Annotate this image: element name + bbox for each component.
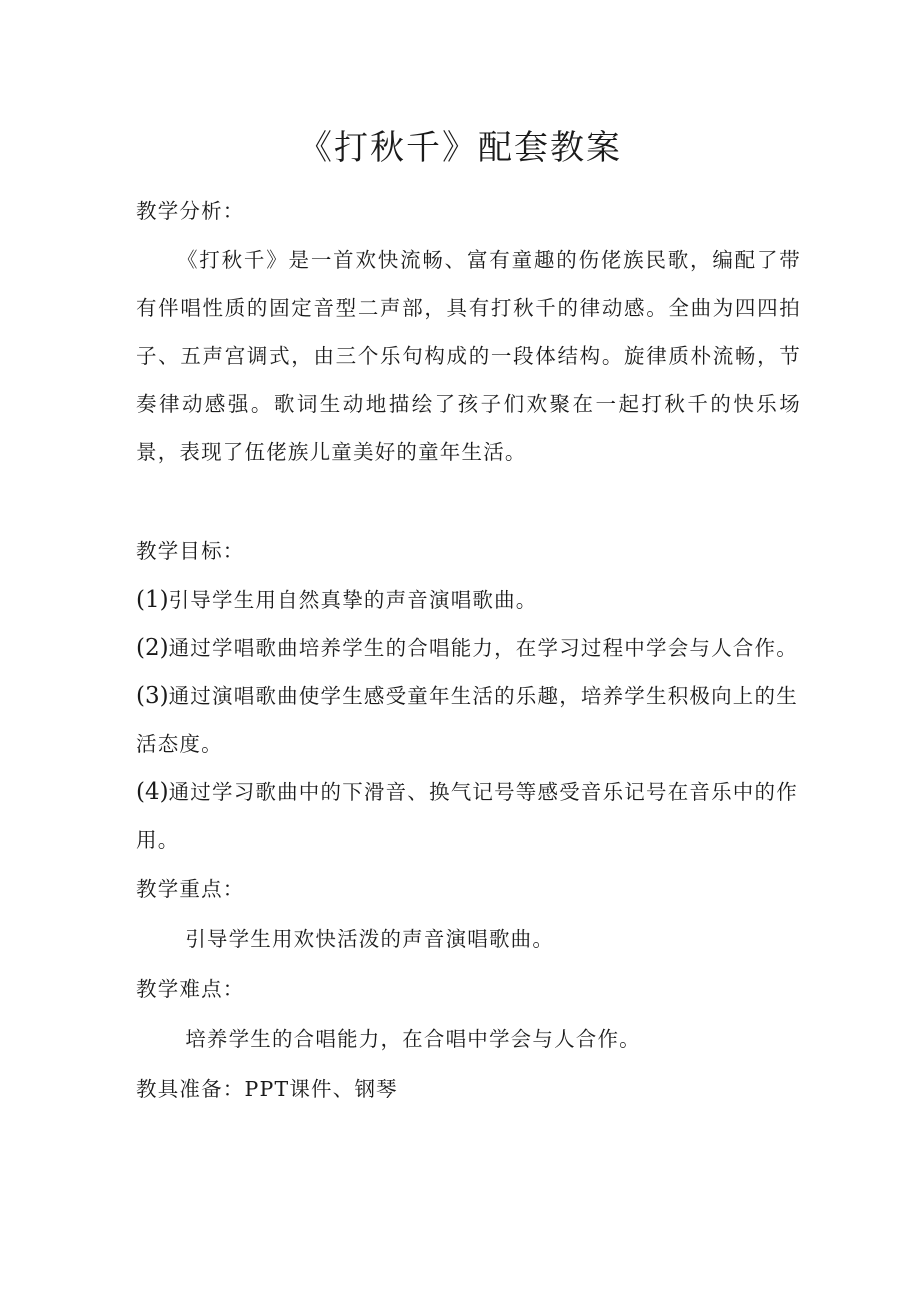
objective-number: (1): [136, 587, 169, 613]
objective-item-4: [136, 768, 801, 864]
objective-text: 通过演唱歌曲使学生感受童年生活的乐趣，培养学生积极向上的生活态度。: [136, 684, 798, 756]
objective-item-3: [136, 672, 801, 768]
key-points-text: 引导学生用欢快活泼的声音演唱歌曲。: [185, 927, 555, 951]
difficulties-heading: 教学难点：: [136, 977, 245, 1001]
objective-number: (4): [136, 779, 169, 805]
objective-item-2: [136, 624, 801, 672]
objective-text: 通过学唱歌曲培养学生的合唱能力，在学习过程中学会与人合作。: [168, 636, 798, 660]
materials-line: [136, 1064, 801, 1114]
objective-number: (3): [136, 683, 169, 709]
key-points-heading: 教学重点：: [136, 877, 245, 901]
objectives-heading: 教学目标：: [136, 539, 245, 563]
analysis-heading: 教学分析：: [136, 199, 245, 223]
document-title: 《打秋千》配套教案: [298, 128, 622, 168]
materials-value: PPT课件、钢琴: [244, 1077, 398, 1101]
objective-number: (2): [136, 635, 169, 661]
objective-text: 引导学生用自然真挚的声音演唱歌曲。: [168, 588, 538, 612]
materials-label: 教具准备：: [136, 1077, 245, 1101]
objective-item-1: [136, 576, 801, 624]
document-body: [136, 186, 801, 1114]
difficulties-text: 培养学生的合唱能力，在合唱中学会与人合作。: [185, 1027, 641, 1051]
objective-text: 通过学习歌曲中的下滑音、换气记号等感受音乐记号在音乐中的作用。: [136, 780, 798, 852]
section-spacer: [136, 476, 801, 526]
analysis-paragraph: 《打秋千》是一首欢快流畅、富有童趣的伤佬族民歌，编配了带有伴唱性质的固定音型二声部，具有打秋千的律动感。全曲为四四拍子、五声宫调式，由三个乐句构成的一段体结构。旋律质朴流畅，节奏律动感强。歌词生动地描绘了孩子们欢聚在一起打秋千的快乐场景，表现了伍佬族儿童美好的童年生活。: [136, 248, 801, 464]
